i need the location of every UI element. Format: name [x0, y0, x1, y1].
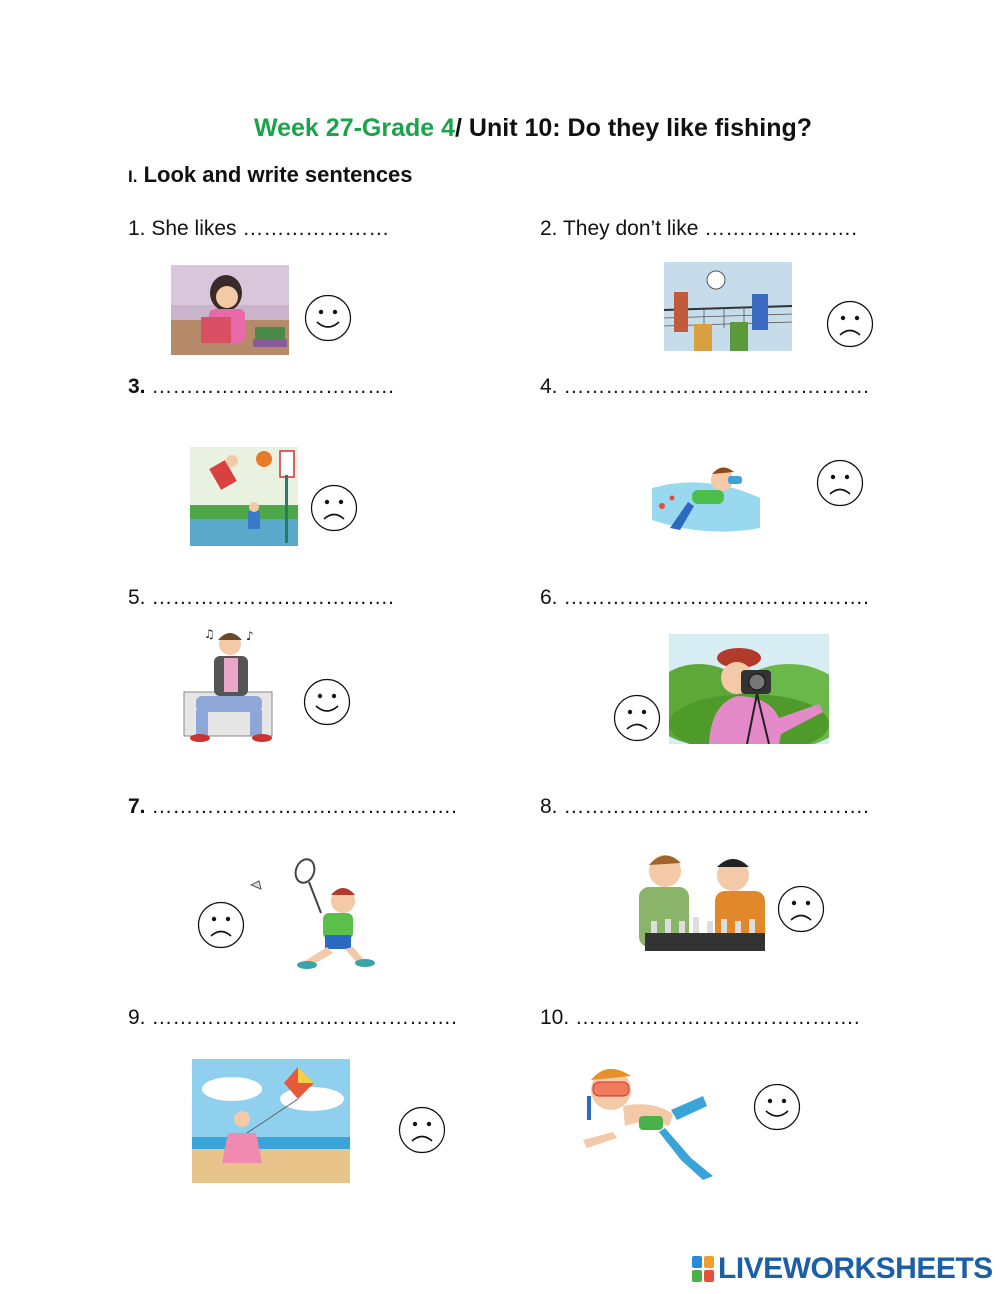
svg-text:♫: ♫ [204, 627, 215, 641]
title-unit: / Unit 10: Do they like fishing? [455, 114, 813, 142]
question-number: 2. [540, 217, 558, 240]
sad-face-icon [816, 459, 864, 507]
volleyball-picture [664, 262, 792, 351]
flying-kite-picture [192, 1059, 350, 1183]
listening-music-picture [182, 626, 277, 744]
snorkeling-picture [573, 1060, 718, 1182]
question-number: 5. [128, 586, 146, 609]
section-roman: I. [128, 167, 138, 186]
svg-text:♪: ♪ [246, 629, 254, 643]
question-blank: …………………….………………. [557, 375, 870, 398]
question-blank: ……………….……………. [145, 586, 395, 609]
sad-face-icon [613, 694, 661, 742]
smiley-icon [303, 678, 351, 726]
question-9[interactable] [128, 1006, 457, 1030]
basketball-picture [190, 447, 298, 546]
section-text: Look and write sentences [137, 162, 413, 187]
question-blank: …………………….………………. [145, 795, 458, 818]
question-8[interactable] [540, 795, 869, 819]
question-2[interactable] [540, 217, 857, 241]
liveworksheets-logo [692, 1252, 993, 1286]
question-5[interactable] [128, 586, 394, 610]
question-number: 9. [128, 1006, 146, 1029]
section-heading [128, 162, 413, 188]
sad-face-icon [398, 1106, 446, 1154]
question-blank: ……………….……………. [145, 375, 395, 398]
question-number: 7. [128, 795, 146, 818]
sad-face-icon [777, 885, 825, 933]
smiley-icon [753, 1083, 801, 1131]
sad-face-icon [826, 300, 874, 348]
badminton-picture [247, 857, 375, 971]
question-blank: …………………….………………. [557, 586, 870, 609]
question-blank: …………………….………………. [557, 795, 870, 818]
question-number: 6. [540, 586, 558, 609]
sad-face-icon [310, 484, 358, 532]
playing-chess-picture [627, 847, 772, 953]
worksheet-title [0, 114, 1000, 143]
taking-photos-picture [669, 634, 829, 744]
girl-reading-picture [171, 265, 289, 355]
question-1[interactable] [128, 217, 389, 241]
question-number: 3. [128, 375, 146, 398]
sad-face-icon [197, 901, 245, 949]
question-6[interactable] [540, 586, 869, 610]
question-number: 1. [128, 217, 146, 240]
smiley-icon [304, 294, 352, 342]
question-number: 10. [540, 1006, 570, 1029]
question-10[interactable] [540, 1006, 860, 1030]
question-blank: She likes ………………… [145, 217, 390, 240]
question-4[interactable] [540, 375, 869, 399]
swimming-picture [652, 458, 760, 553]
question-7[interactable] [128, 795, 457, 819]
title-week-grade: Week 27-Grade 4 [253, 114, 456, 142]
logo-mark-icon [692, 1256, 714, 1282]
logo-text: LIVEWORKSHEETS [718, 1252, 993, 1285]
question-3[interactable] [128, 375, 394, 399]
question-blank: …………………….……………. [569, 1006, 860, 1029]
question-blank: They don’t like …………………. [557, 217, 858, 240]
question-number: 8. [540, 795, 558, 818]
question-number: 4. [540, 375, 558, 398]
question-blank: …………………….………………. [145, 1006, 458, 1029]
